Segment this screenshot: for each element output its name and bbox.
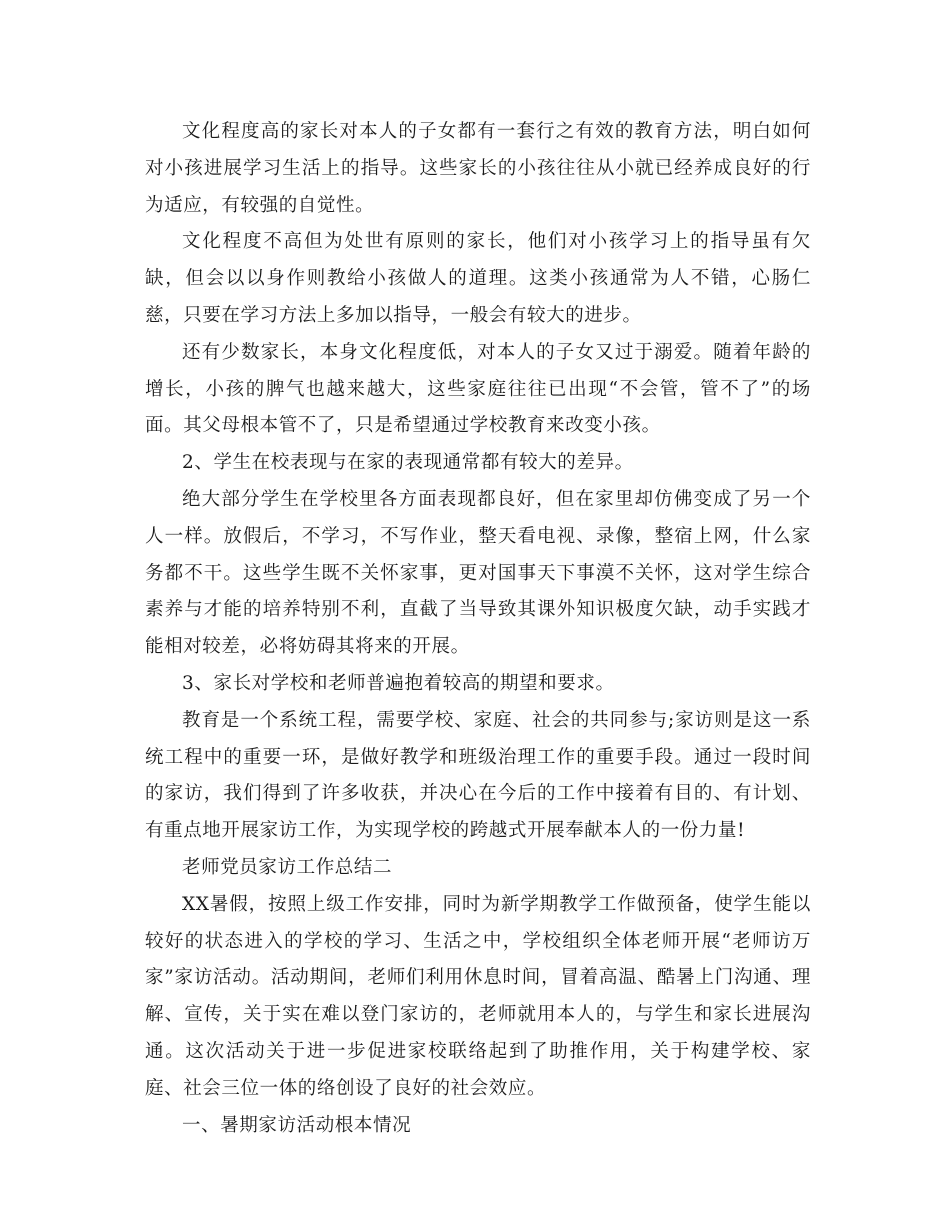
paragraph-educated-parents: 文化程度高的家长对本人的子女都有一套行之有效的教育方法，明白如何对小孩进展学习生活上的指导。这些家长的小孩往往从小就已经养成良好的行为适应，有较强的自觉性。 xyxy=(145,121,811,216)
paragraph-principled-parents: 文化程度不高但为处世有原则的家长，他们对小孩学习上的指导虽有欠缺，但会以以身作则教给小孩做人的道理。这类小孩通常为人不错，心肠仁慈，只要在学习方法上多加以指导，一般会有较大的进步。 xyxy=(145,231,811,326)
paragraph-home-visit-system: 教育是一个系统工程，需要学校、家庭、社会的共同参与;家访则是这一系统工程中的重要一环，是做好教学和班级治理工作的重要手段。通过一段时间的家访，我们得到了许多收获，并决心在今后的工作中接着有目的、有计划、有重点地开展家访工作，为实现学校的跨越式开展奉献本人的一份力量! xyxy=(145,709,811,842)
point-3-heading: 3、家长对学校和老师普遍抱着较高的期望和要求。 xyxy=(182,672,615,694)
paragraph-doting-parents: 还有少数家长，本身文化程度低，对本人的子女又过于溺爱。随着年龄的增长，小孩的脾气也越来越大，这些家庭往往已出现“不会管，管不了”的场面。其父母根本管不了，只是希望通过学校教育来改变小孩。 xyxy=(145,341,811,437)
document-body xyxy=(145,114,811,1144)
paragraph-summer-visit-activity: XX暑假，按照上级工作安排，同时为新学期教学工作做预备，使学生能以较好的状态进入的学校的学习、生活之中，学校组织全体老师开展“老师访万家”家访活动。活动期间，老师们利用休息时间，冒着高温、酷暑上门沟通、理解、宣传，关于实在难以登门家访的，老师就用本人的，与学生和家长进展沟通。这次活动关于进一步促进家校联络起到了助推作用，关于构建学校、家庭、社会三位一体的络创设了良好的社会效应。 xyxy=(145,893,811,1099)
section-heading-basic-situation: 一、暑期家访活动根本情况 xyxy=(182,1114,412,1136)
section-title-summary-two: 老师党员家访工作总结二 xyxy=(182,856,393,878)
point-2-heading: 2、学生在校表现与在家的表现通常都有较大的差异。 xyxy=(182,452,634,474)
paragraph-behavior-difference: 绝大部分学生在学校里各方面表现都良好，但在家里却仿佛变成了另一个人一样。放假后，不学习，不写作业，整天看电视、录像，整宿上网，什么家务都不干。这些学生既不关怀家事，更对国事天下事漠不关怀，这对学生综合素养与才能的培养特别不利，直截了当导致其课外知识极度欠缺，动手实践才能相对较差，必将妨碍其将来的开展。 xyxy=(145,488,811,658)
